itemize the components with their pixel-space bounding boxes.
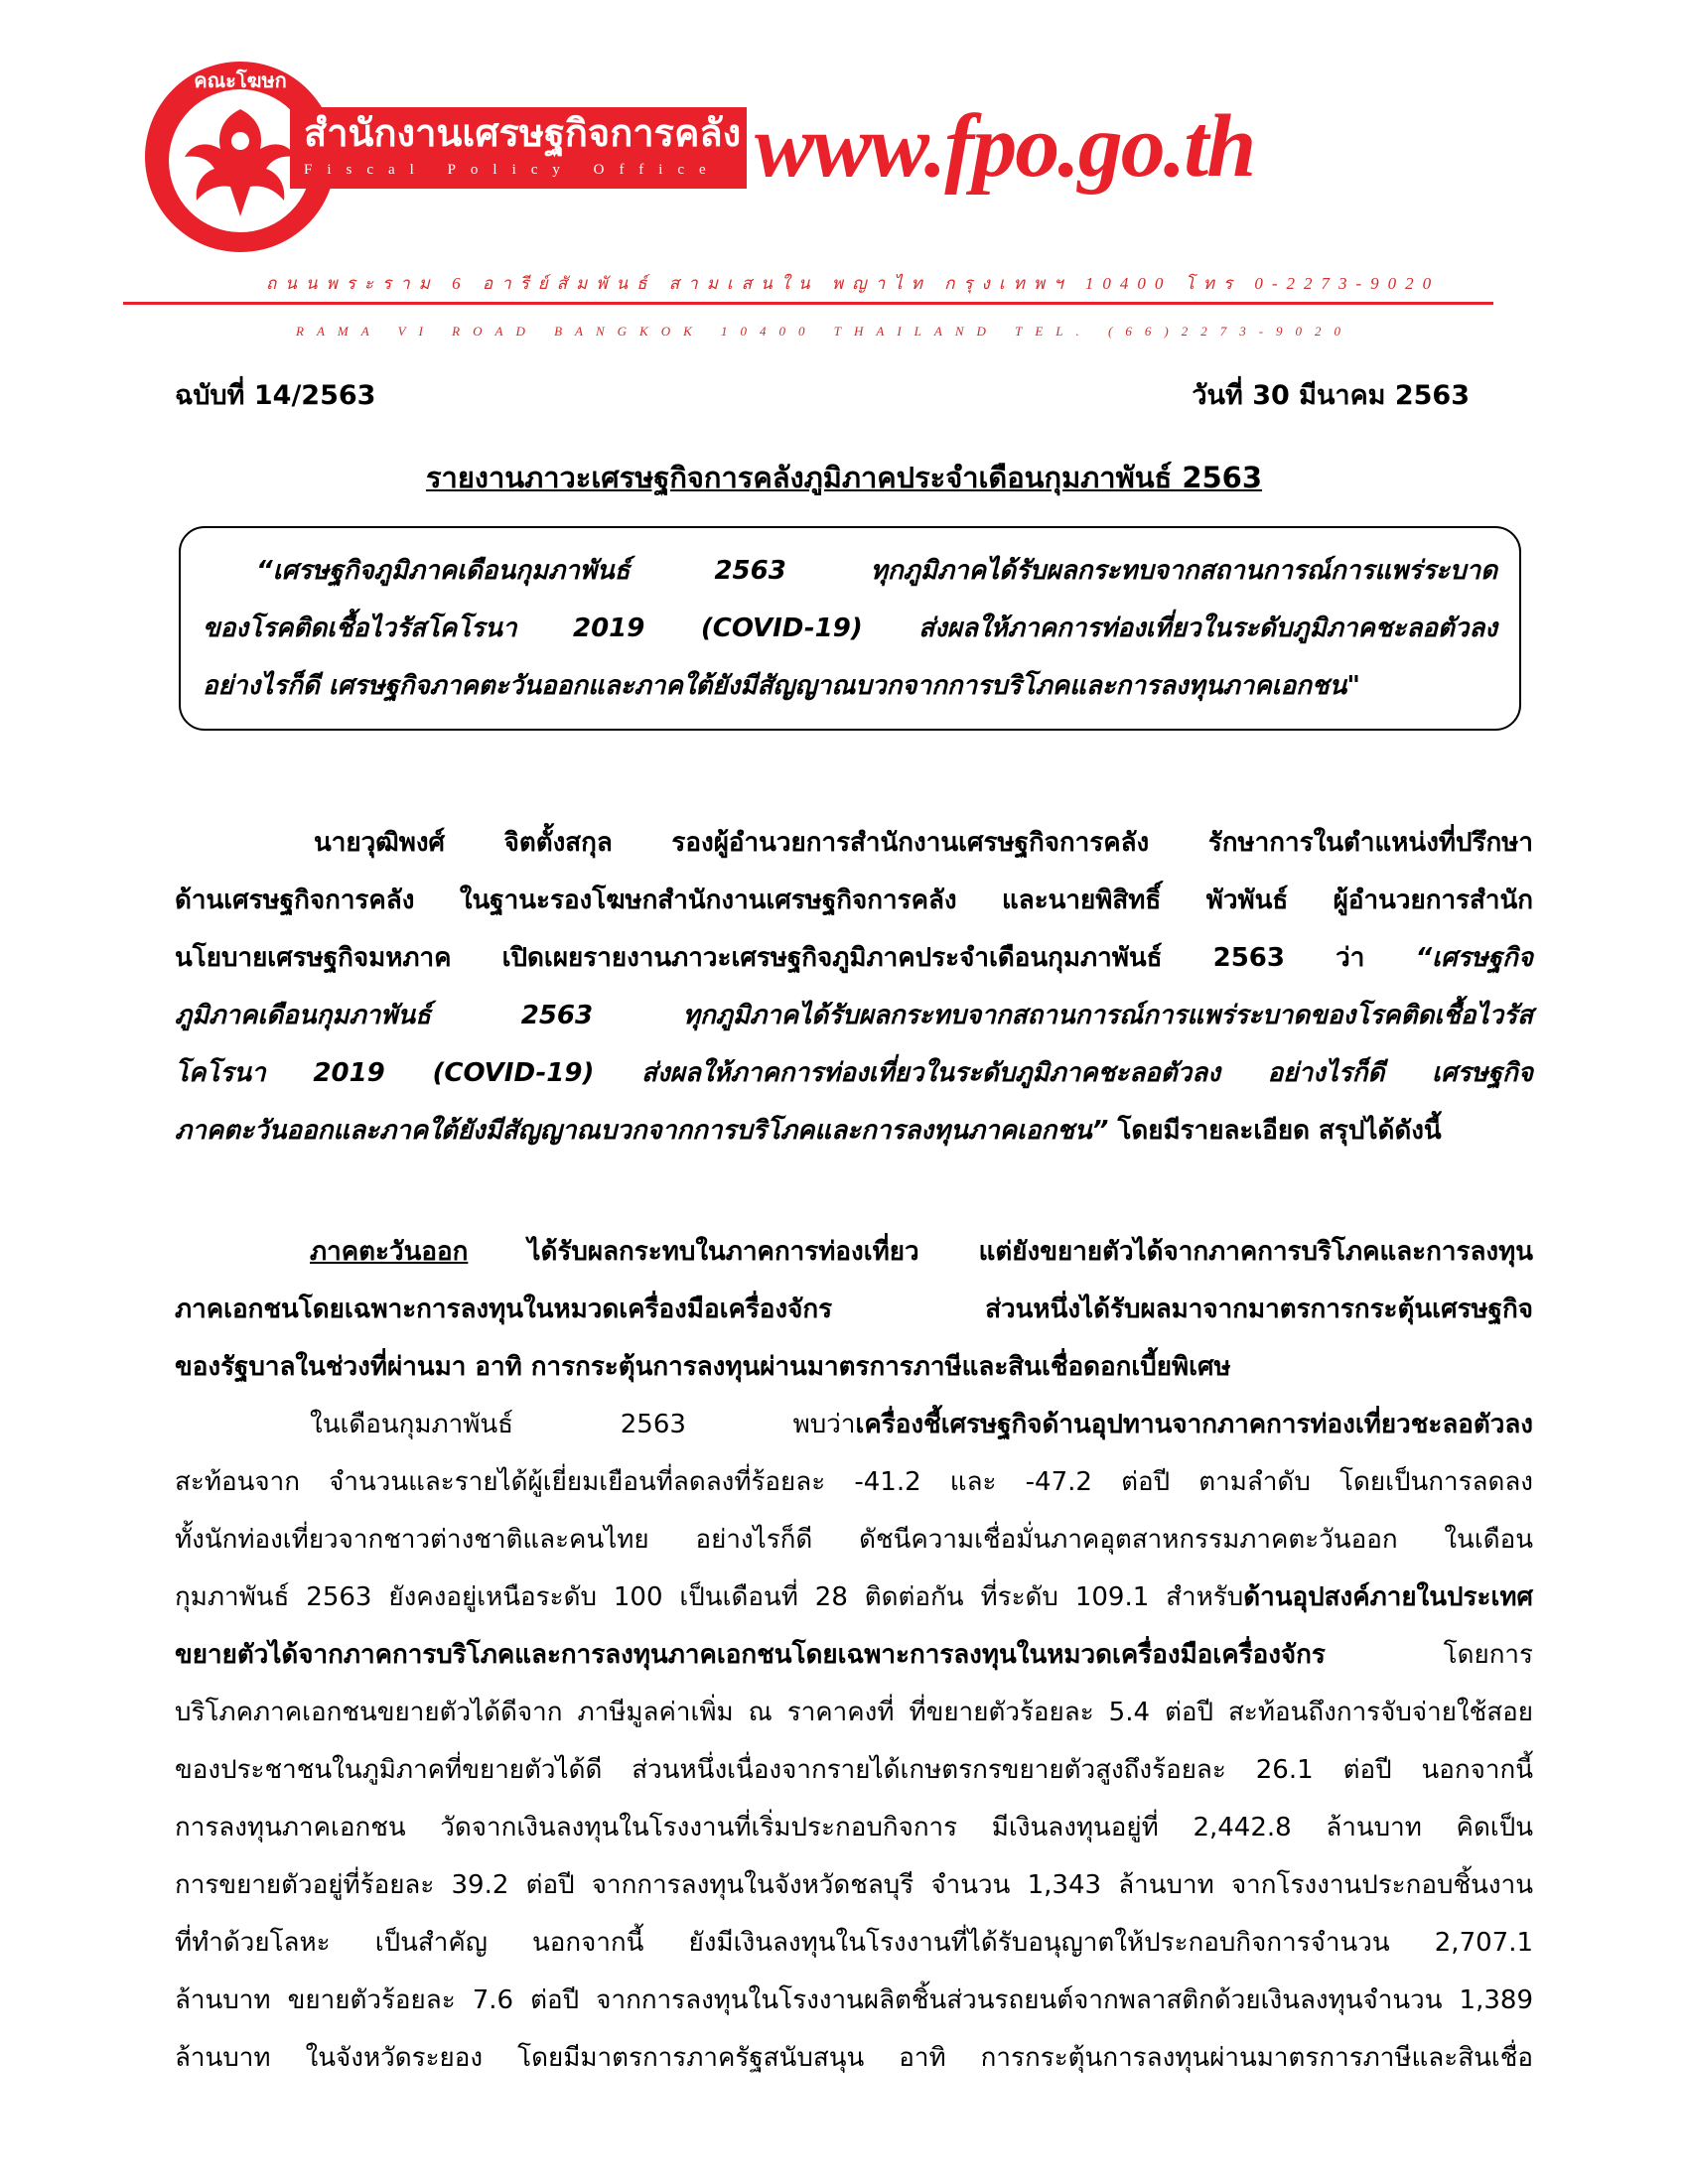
text-line: บริโภคภาคเอกชนขยายตัวได้ดีจาก ภาษีมูลค่าเพิ่ม ณ ราคาคงที่ ที่ขยายตัวร้อยละ 5.4 ต่อปี สะท้อนถึงการจับจ่ายใช้สอย [175,1698,1533,1727]
text-line [175,1569,1533,1626]
text-line: ล้านบาท ในจังหวัดระยอง โดยมีมาตรการภาครัฐสนับสนุน อาทิ การกระตุ้นการลงทุนผ่านมาตรการภาษีและสินเชื่อ [175,2043,1533,2073]
text-line: ภูมิภาคเดือนกุมภาพันธ์ 2563 ทุกภูมิภาคได้รับผลกระทบจากสถานการณ์การแพร่ระบาดของโรคติดเชื้อไวรัส [175,1001,1533,1030]
intro-paragraph [175,814,1533,1160]
org-banner [290,107,747,189]
text-span: ในเดือนกุมภาพันธ์ 2563 พบว่า [310,1410,856,1439]
text-line: ของประชาชนในภูมิภาคที่ขยายตัวได้ดี ส่วนหนึ่งเนื่องจากรายได้เกษตรกรขยายตัวสูงถึงร้อยละ 26.1 ต่อปี นอกจากนี้ [175,1755,1533,1785]
website-url[interactable]: www.fpo.go.th [755,97,1255,196]
text-line: ภาคเอกชนโดยเฉพาะการลงทุนในหมวดเครื่องมือเครื่องจักร ส่วนหนึ่งได้รับผลมาจากมาตรการกระตุ้นเศรษฐกิจ [175,1295,1533,1324]
text-line [175,929,1533,987]
text-span: กุมภาพันธ์ 2563 ยังคงอยู่เหนือระดับ 100 เป็นเดือนที่ 28 ติดต่อกัน ที่ระดับ 109.1 สำหรับ [175,1582,1244,1612]
bold-span: เครื่องชี้เศรษฐกิจด้านอุปทานจากภาคการท่องเที่ยวชะลอตัวลง [855,1410,1533,1439]
text-line: ของรัฐบาลในช่วงที่ผ่านมา อาทิ การกระตุ้นการลงทุนผ่านมาตรการภาษีและสินเชื่อดอกเบี้ยพิเศษ [175,1352,1231,1382]
text-line: การลงทุนภาคเอกชน วัดจากเงินลงทุนในโรงงานที่เริ่มประกอบกิจการ มีเงินลงทุนอยู่ที่ 2,442.8 ล้านบาท คิดเป็น [175,1813,1533,1843]
summary-line: ของโรคติดเชื้อไวรัสโคโรนา 2019 (COVID-19) ส่งผลให้ภาคการท่องเที่ยวในระดับภูมิภาคชะลอตัวลง [203,614,1497,643]
summary-line: อย่างไรก็ดี เศรษฐกิจภาคตะวันออกและภาคใต้ยังมีสัญญาณบวกจากการบริโภคและการลงทุนภาคเอกชน" [203,671,1360,701]
text-line: ทั้งนักท่องเที่ยวจากชาวต่างชาติและคนไทย อย่างไรก็ดี ดัชนีความเชื่อมั่นภาคอุตสาหกรรมภาคตะวันออก ในเดือน [175,1525,1533,1555]
east-region-section [175,1223,1533,2087]
section-heading-east: ภาคตะวันออก [310,1237,469,1267]
text-span: โดยมีรายละเอียด สรุปได้ดังนี้ [1108,1116,1442,1146]
text-line: ล้านบาท ขยายตัวร้อยละ 7.6 ต่อปี จากการลงทุนในโรงงานผลิตชิ้นส่วนรถยนต์จากพลาสติกด้วยเงินลงทุนจำนวน 1,389 [175,1985,1533,2015]
address-english: RAMA VI ROAD BANGKOK 10400 THAILAND TEL. (66)2273-9020 [296,324,1354,339]
quote-span: “เศรษฐกิจ [1415,943,1533,973]
summary-line: “เศรษฐกิจภูมิภาคเดือนกุมภาพันธ์ 2563 ทุกภูมิภาคได้รับผลกระทบจากสถานการณ์การแพร่ระบาด [256,556,1497,586]
document-number: ฉบับที่ 14/2563 [175,380,376,411]
text-line [175,1223,1533,1281]
quote-span: ภาคตะวันออกและภาคใต้ยังมีสัญญาณบวกจากการบริโภคและการลงทุนภาคเอกชน” [175,1116,1109,1146]
text-line [175,1396,1533,1453]
text-line: ที่ทำด้วยโลหะ เป็นสำคัญ นอกจากนี้ ยังมีเงินลงทุนในโรงงานที่ได้รับอนุญาตให้ประกอบกิจการจำนวน 2,707.1 [175,1928,1533,1958]
text-line [175,1102,1533,1160]
org-name-english: Fiscal Policy Office [304,162,721,178]
document-title: รายงานภาวะเศรษฐกิจการคลังภูมิภาคประจำเดือนกุมภาพันธ์ 2563 [425,461,1263,494]
text-line [175,1626,1533,1684]
summary-box [179,526,1521,731]
text-span: โดยการ [1325,1640,1533,1670]
text-line: สะท้อนจาก จำนวนและรายได้ผู้เยี่ยมเยือนที่ลดลงที่ร้อยละ -41.2 และ -47.2 ต่อปี ตามลำดับ โดยเป็นการลดลง [175,1467,1533,1497]
text-line: โคโรนา 2019 (COVID-19) ส่งผลให้ภาคการท่องเที่ยวในระดับภูมิภาคชะลอตัวลง อย่างไรก็ดี เศรษฐกิจ [175,1058,1533,1088]
bold-span: ด้านอุปสงค์ภายในประเทศ [1243,1582,1533,1612]
text-span: นโยบายเศรษฐกิจมหภาค เปิดเผยรายงานภาวะเศรษฐกิจภูมิภาคประจำเดือนกุมภาพันธ์ 2563 ว่า [175,943,1416,973]
text-line: การขยายตัวอยู่ที่ร้อยละ 39.2 ต่อปี จากการลงทุนในจังหวัดชลบุรี จำนวน 1,343 ล้านบาท จากโรงงานประกอบชิ้นงาน [175,1870,1533,1900]
document-date: วันที่ 30 มีนาคม 2563 [1192,380,1470,411]
seal-text: คณะโฆษก [194,68,287,92]
bold-span: ขยายตัวได้จากภาคการบริโภคและการลงทุนภาคเอกชนโดยเฉพาะการลงทุนในหมวดเครื่องมือเครื่องจักร [175,1640,1326,1670]
text-line: นายวุฒิพงศ์ จิตตั้งสกุล รองผู้อำนวยการสำนักงานเศรษฐกิจการคลัง รักษาการในตำแหน่งที่ปรึกษา [314,828,1533,858]
address-thai: ถนนพระราม 6 อารีย์สัมพันธ์ สามเสนใน พญาไท กรุงเทพฯ 10400 โทร 0-2273-9020 [266,274,1441,293]
text-line: ด้านเศรษฐกิจการคลัง ในฐานะรองโฆษกสำนักงานเศรษฐกิจการคลัง และนายพิสิทธิ์ พัวพันธ์ ผู้อำนวยการสำนัก [175,886,1533,915]
text-span: ได้รับผลกระทบในภาคการท่องเที่ยว แต่ยังขยายตัวได้จากภาคการบริโภคและการลงทุน [468,1237,1533,1267]
org-name-thai: สำนักงานเศรษฐกิจการคลัง [304,111,742,155]
header-divider [123,302,1493,305]
